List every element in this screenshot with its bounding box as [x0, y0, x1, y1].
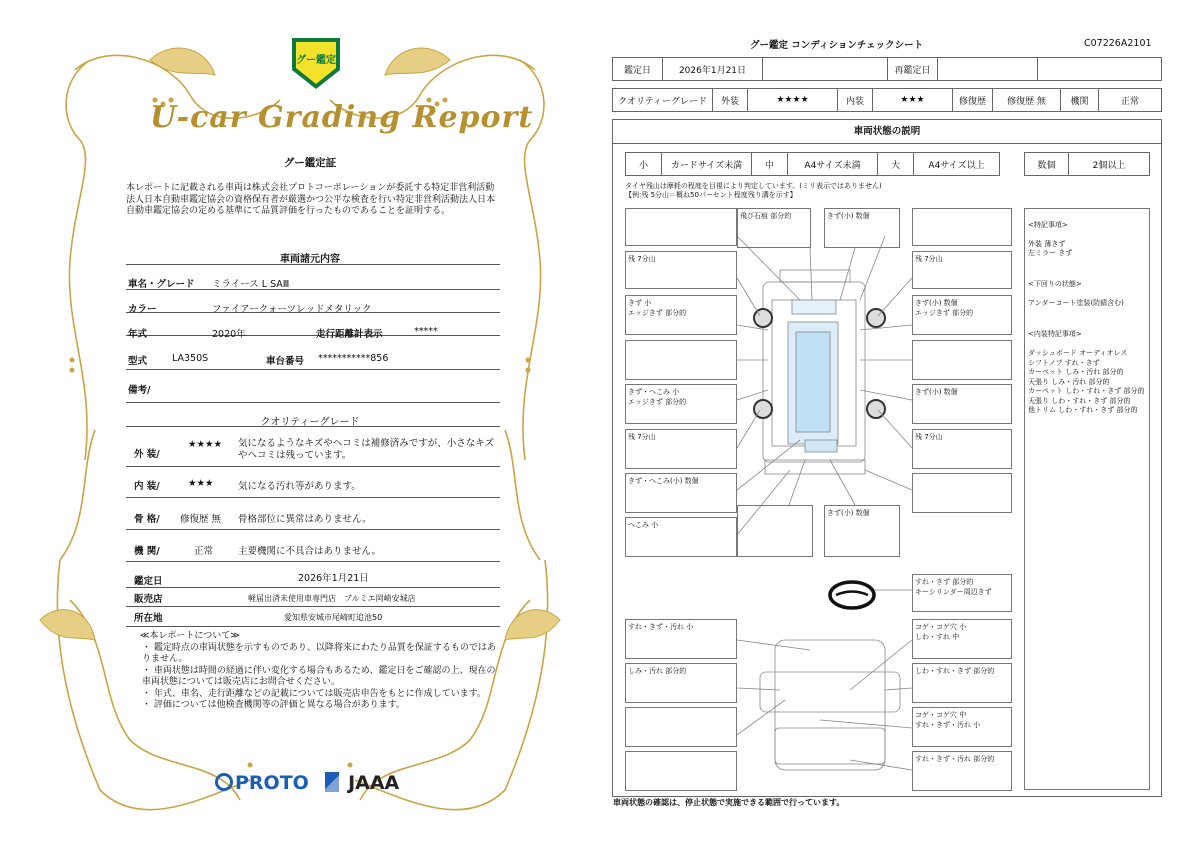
- engine-value: 正常: [194, 546, 214, 557]
- color-value: ファイアークォーツレッドメタリック: [212, 304, 372, 315]
- annotation-box: すれ・きず 部分的 キーシリンダー周辺きず: [912, 574, 1012, 612]
- date-value: 2026年1月21日: [663, 58, 763, 80]
- divider: [126, 264, 500, 265]
- engine-label: 機関: [1061, 89, 1099, 111]
- annotation-box: きず・へこみ(小) 数個: [625, 473, 737, 513]
- interior-notes-title: <内装特記事項>: [1028, 330, 1082, 338]
- shop-row: [126, 588, 500, 607]
- quality-section-title: クオリティーグレード: [260, 417, 360, 428]
- repair-value: 修復歴 無: [993, 89, 1061, 111]
- proto-logo: PROTO: [215, 772, 309, 794]
- tire-note: タイヤ残山は摩耗の程度を目視により判定しています。(ミリ表示ではありません): [625, 182, 882, 190]
- engine-label: 機 関/: [134, 546, 160, 557]
- under-notes-body: アンダーコート塗装(防錆含む): [1028, 299, 1124, 307]
- mileage-label: 走行距離計表示: [316, 329, 383, 340]
- date-row: [126, 568, 500, 588]
- notes-title: ≪本レポートについて≫: [140, 631, 240, 641]
- model-row: [126, 346, 500, 370]
- ext-stars: ★★★★: [748, 89, 838, 111]
- annotation-box: コゲ・コゲ穴 中 すれ・きず・汚れ 小: [912, 707, 1012, 747]
- chassis-label: 車台番号: [266, 356, 305, 367]
- annotation-box: きず(小) 数個 エッジきず 部分的: [912, 295, 1012, 335]
- car-name-value: ミライース L SAⅢ: [212, 279, 290, 290]
- annotation-box: すれ・きず・汚れ 小: [625, 619, 737, 659]
- special-notes-body: 外装 薄きず 左ミラー きず: [1028, 239, 1073, 257]
- tire-box: 残 7分山: [625, 429, 737, 469]
- state-title: 車両状態の説明: [613, 120, 1161, 144]
- tire-box: 残 7分山: [912, 429, 1012, 469]
- exterior-stars: ★★★★: [188, 439, 223, 450]
- certificate-title: グー鑑定証: [283, 157, 337, 169]
- frame-label: 骨 格/: [134, 514, 160, 525]
- special-notes-title: <特記事項>: [1028, 220, 1068, 229]
- count-desc: 2個以上: [1092, 160, 1126, 171]
- tire-box: 残 7分山: [625, 251, 737, 289]
- date-value: 2026年1月21日: [298, 573, 369, 584]
- redate-label: 再鑑定日: [888, 58, 938, 80]
- color-label: カラー: [128, 304, 157, 315]
- frame-value: 修復歴 無: [180, 514, 222, 525]
- jaaa-logo: JAAA: [348, 772, 400, 794]
- model-value: LA350S: [172, 353, 209, 364]
- color-row: [126, 293, 500, 313]
- frame-row: [126, 502, 500, 530]
- size-small: 小: [626, 153, 662, 175]
- divider: [126, 426, 500, 427]
- interior-row: [126, 470, 500, 498]
- goo-kantei-badge: [288, 34, 344, 92]
- interior-notes-body: ダッシュボード オーディオレス シフトノブ すれ・きず カーペット しみ・汚れ 部分的 天張り しみ・汚れ 部分的 カーペット しわ・すれ・きず 部分的 天張り しわ・すれ・きず 部分的 他トリム しわ・すれ・きず 部分的: [1028, 349, 1145, 414]
- engine-description: 主要機関に不具合はありません。: [238, 546, 382, 557]
- interior-stars: ★★★: [188, 478, 214, 489]
- ext-label: 外装: [713, 89, 748, 111]
- condition-check-sheet: [600, 0, 1200, 848]
- annotation-box: きず(小) 数個: [824, 208, 900, 248]
- under-notes-title: <下回りの状態>: [1028, 280, 1082, 288]
- annotation-box: きず・へこみ 小 エッジきず 部分的: [625, 384, 737, 424]
- remarks-row: [126, 373, 500, 403]
- annotation-box: しみ・汚れ 部分的: [625, 663, 737, 703]
- exterior-description: 気になるようなキズやヘコミは補修済みですが、小さなキズやヘコミは残っています。: [238, 438, 495, 461]
- spec-section-title: 車両諸元内容: [280, 254, 340, 265]
- annotation-box: きず(小) 数個: [912, 384, 1012, 424]
- annotation-box: すれ・きず・汚れ 部分的: [912, 751, 1012, 791]
- size-mid-desc: A4サイズ未満: [788, 153, 878, 175]
- date-label: 鑑定日: [134, 576, 163, 587]
- remarks-label: 備考/: [128, 385, 151, 396]
- car-name-label: 車名・グレード: [128, 279, 195, 290]
- sheet-title: グー鑑定 コンディションチェックシート: [750, 40, 924, 51]
- report-title: U-car Grading Report: [150, 100, 534, 135]
- note-item: ・ 車両状態は時間の経過に伴い変化する場合もあるため、鑑定日をご確認の上、現在の車両状態については販売店にお問合せください。: [142, 665, 496, 687]
- count-label: 数個: [1025, 153, 1069, 175]
- model-label: 型式: [128, 356, 148, 367]
- repair-label: 修復歴: [953, 89, 993, 111]
- address-value: 愛知県安城市尾崎町追池50: [284, 613, 383, 622]
- chassis-value: ***********856: [318, 353, 389, 364]
- engine-row: [126, 534, 500, 562]
- annotation-box: 飛び石痕 部分的: [737, 208, 811, 248]
- jaaa-logo-icon: [325, 772, 339, 792]
- int-label: 内装: [838, 89, 873, 111]
- address-label: 所在地: [134, 613, 163, 624]
- grade-label: クオリティーグレード: [613, 89, 713, 111]
- size-mid: 中: [752, 153, 788, 175]
- annotation-box: きず(小) 数個: [824, 505, 900, 557]
- year-row: [126, 316, 500, 340]
- certificate-intro: 本レポートに記載される車両は株式会社プロトコーポレーションが委託する特定非営利活動法人日本自動車鑑定協会の資格保有者が厳選かつ公平な検査を行い特定非営利活動法人日本自動車鑑定協会の定める基準にて品質評価を行ったものであることを証明する。: [126, 183, 496, 216]
- frame-description: 骨格部位に異常はありません。: [238, 514, 372, 525]
- address-row: [126, 607, 500, 627]
- shop-value: 軽届出済未使用車専門店 ブルミエ岡崎安城店: [248, 594, 416, 603]
- car-name-row: [126, 270, 500, 290]
- tire-example: 【例:残 5分山＝概ね50パーセント程度残り溝を示す】: [625, 191, 797, 199]
- interior-label: 内 装/: [134, 481, 160, 492]
- size-small-desc: カードサイズ未満: [662, 153, 752, 175]
- special-notes: [1024, 208, 1150, 790]
- footer-note: 車両状態の確認は、停止状態で実施できる範囲で行っています。: [613, 798, 845, 807]
- engine-value: 正常: [1120, 96, 1139, 107]
- annotation-box: コゲ・コゲ穴 小 しわ・すれ 中: [912, 619, 1012, 659]
- note-item: ・ 鑑定時点の車両状態を示すものであり、以降将来にわたり品質を保証するものではありません。: [142, 642, 496, 664]
- annotation-box: きず 小 エッジきず 部分的: [625, 295, 737, 335]
- shop-label: 販売店: [134, 594, 163, 605]
- note-item: ・ 年式、車名、走行距離などの記載については販売店申告をもとに作成しています。: [142, 688, 486, 699]
- report-notes: [140, 631, 500, 712]
- int-stars: ★★★: [873, 89, 953, 111]
- tire-box: 残 7分山: [912, 251, 1012, 289]
- badge-label: グー鑑定: [296, 55, 336, 66]
- sheet-id: C07226A2101: [1084, 38, 1152, 49]
- annotation-box: へこみ 小: [625, 517, 737, 557]
- note-item: ・ 評価については他検査機関等の評価と異なる場合があります。: [142, 700, 405, 710]
- date-label: 鑑定日: [613, 58, 663, 80]
- size-large-desc: A4サイズ以上: [928, 160, 985, 171]
- size-large: 大: [878, 153, 914, 175]
- annotation-box: しわ・すれ・きず 部分的: [912, 663, 1012, 703]
- interior-description: 気になる汚れ等があります。: [238, 481, 361, 492]
- year-label: 年式: [128, 329, 148, 340]
- mileage-value: *****: [414, 326, 438, 337]
- year-value: 2020年: [212, 329, 246, 340]
- exterior-label: 外 装/: [134, 449, 160, 460]
- exterior-row: [126, 433, 500, 467]
- logo-bar: [215, 772, 399, 794]
